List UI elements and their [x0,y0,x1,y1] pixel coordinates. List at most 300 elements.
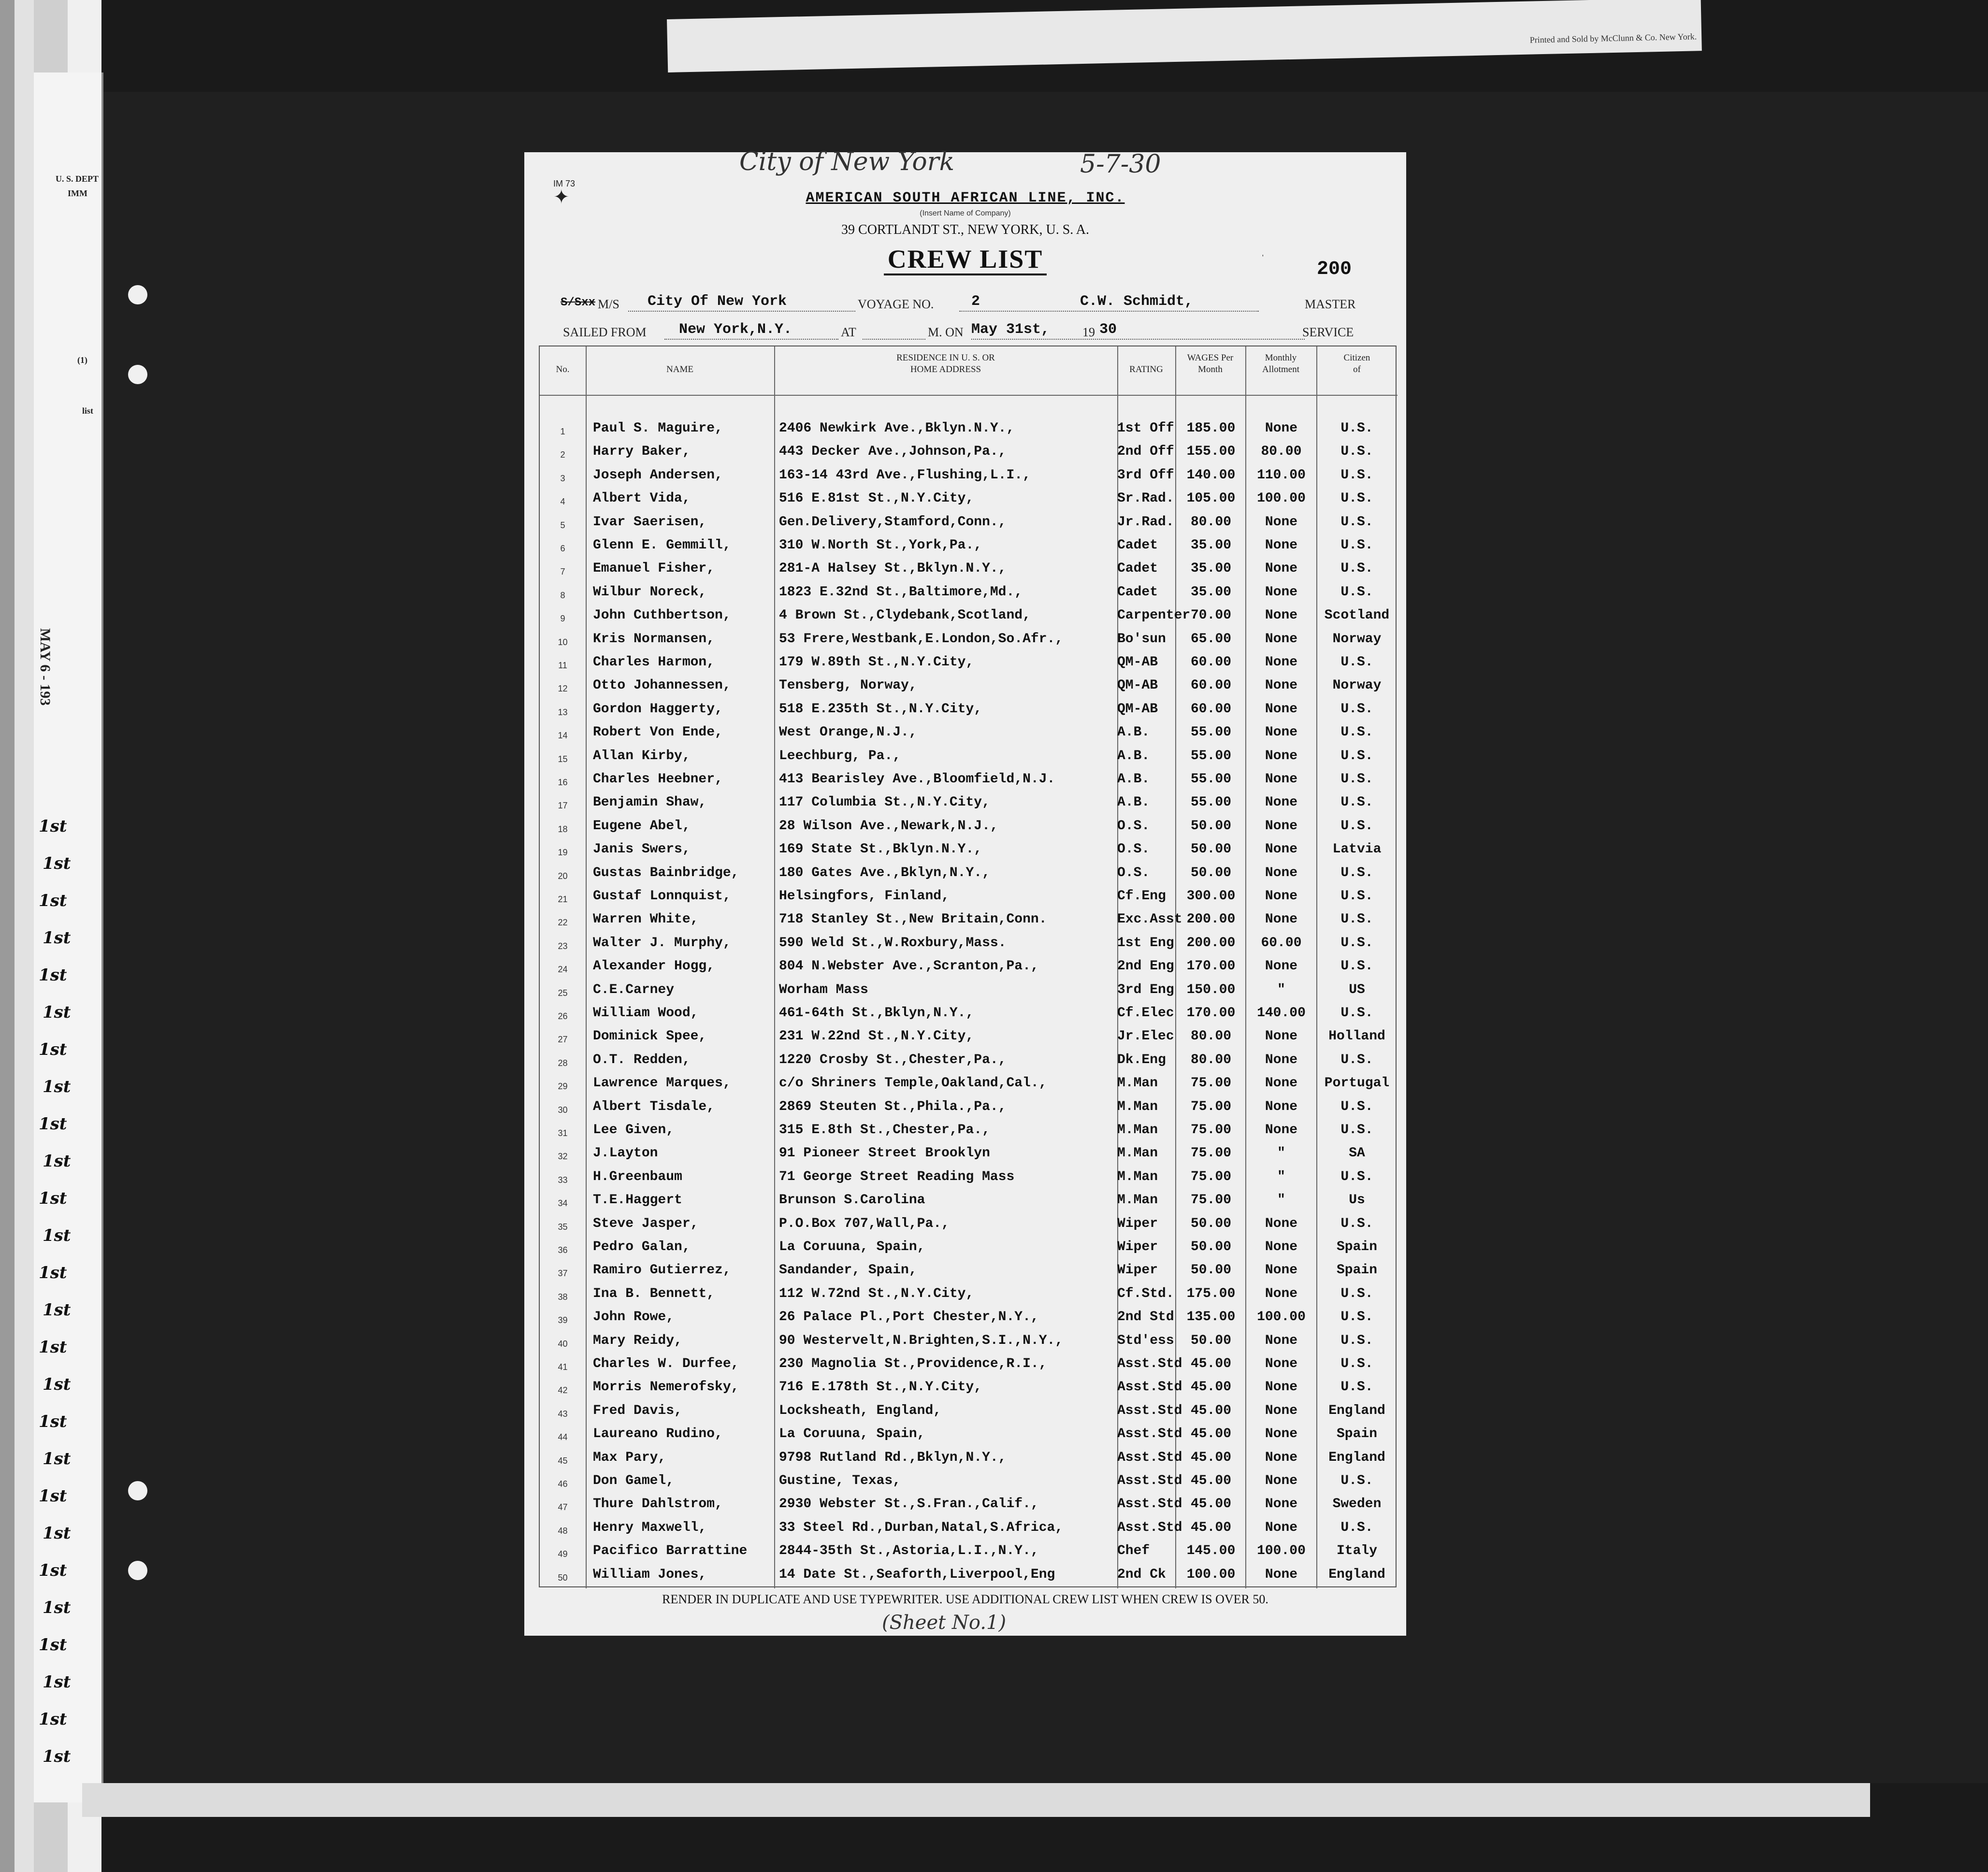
table-row [540,980,1397,1004]
crew-name: Mary Reidy, [593,1333,682,1348]
crew-allotment: None [1265,1450,1298,1465]
crew-rating: Cf.Eng [1117,889,1166,904]
crew-citizenship: U.S. [1340,444,1373,460]
crew-citizenship: U.S. [1340,1520,1373,1535]
crew-number: 21 [558,894,568,904]
side-mark: 1st [43,1152,71,1171]
crew-allotment: None [1265,538,1298,553]
crew-allotment: 100.00 [1257,491,1306,506]
crew-number: 27 [558,1035,568,1045]
crew-citizenship: U.S. [1340,912,1373,927]
table-row [540,1004,1397,1027]
crew-name: Alexander Hogg, [593,959,715,974]
table-row [540,1167,1397,1191]
crew-name: Ivar Saerisen, [593,514,707,530]
crew-number: 18 [558,824,568,834]
crew-number: 26 [558,1011,568,1021]
crew-allotment: None [1265,1497,1298,1512]
crew-allotment: None [1265,1426,1298,1442]
crew-citizenship: Scotland [1324,608,1390,623]
crew-wages: 80.00 [1190,1052,1231,1067]
crew-rating: 1st Eng [1117,935,1174,950]
crew-address: 804 N.Webster Ave.,Scranton,Pa., [779,959,1039,974]
col-header-residence: RESIDENCE IN U. S. OR HOME ADDRESS [896,353,995,374]
crew-wages: 150.00 [1186,982,1236,997]
crew-address: La Coruuna, Spain, [779,1426,925,1442]
table-row [540,1214,1397,1238]
crew-number: 6 [560,544,565,553]
crew-citizenship: U.S. [1340,1123,1373,1138]
crew-allotment: 60.00 [1261,935,1302,950]
crew-number: 13 [558,707,568,717]
crew-wages: 175.00 [1186,1286,1236,1301]
side-mark: 1st [43,854,71,873]
crew-address: Tensberg, Norway, [779,678,917,693]
title-text: CREW LIST [884,245,1047,275]
crew-rating: QM-AB [1117,655,1158,670]
crew-rating: Cadet [1117,584,1158,600]
crew-name: Henry Maxwell, [593,1520,707,1535]
crew-allotment: " [1277,982,1285,997]
crew-citizenship: Us [1349,1193,1365,1208]
crew-allotment: None [1265,1520,1298,1535]
crew-address: 26 Palace Pl.,Port Chester,N.Y., [779,1310,1039,1325]
crew-citizenship: U.S. [1340,538,1373,553]
sheet-number: 200 [1317,259,1352,280]
table-row [540,489,1397,512]
table-row [540,934,1397,957]
side-mark: 1st [39,891,67,910]
crew-name: Robert Von Ende, [593,725,723,740]
crew-wages: 60.00 [1190,701,1231,717]
side-mark: 1st [39,1040,67,1059]
crew-name: Walter J. Murphy, [593,935,731,950]
table-row [540,1051,1397,1074]
crew-rating: Asst.Std [1117,1520,1182,1535]
crew-rating: Asst.Std [1117,1473,1182,1488]
at-label: AT [841,325,856,339]
crew-citizenship: Latvia [1332,842,1382,857]
crew-table [539,346,1397,1587]
crew-wages: 55.00 [1190,748,1231,763]
crew-rating: Cf.Std. [1117,1286,1174,1301]
crew-allotment: 140.00 [1257,1006,1306,1021]
crew-citizenship: England [1328,1403,1385,1418]
col-header-allotment: Monthly Allotment [1262,353,1300,374]
crew-allotment: 80.00 [1261,444,1302,460]
handwritten-date: 5-7-30 [1080,150,1161,179]
table-row [540,1331,1397,1354]
crew-address: Gen.Delivery,Stamford,Conn., [779,514,1007,530]
crew-citizenship: U.S. [1340,514,1373,530]
table-row [540,1097,1397,1121]
sailed-year: 30 [1099,321,1117,338]
crew-allotment: None [1265,1029,1298,1044]
crew-citizenship: U.S. [1340,584,1373,600]
table-row [540,1448,1397,1471]
crew-rating: M.Man [1117,1076,1158,1091]
crew-address: 71 George Street Reading Mass [779,1169,1015,1184]
crew-citizenship: U.S. [1340,818,1373,834]
crew-number: 33 [558,1175,568,1185]
crew-rating: A.B. [1117,795,1150,810]
crew-address: 281-A Halsey St.,Bklyn.N.Y., [779,561,1007,576]
crew-wages: 50.00 [1190,842,1231,857]
crew-citizenship: U.S. [1340,655,1373,670]
sailed-on-date: May 31st, [971,321,1050,338]
table-row [540,1518,1397,1541]
crew-number: 36 [558,1245,568,1255]
crew-number: 8 [560,590,565,600]
crew-number: 42 [558,1385,568,1396]
crew-address: 315 E.8th St.,Chester,Pa., [779,1123,990,1138]
table-row [540,1541,1397,1565]
crew-name: Steve Jasper, [593,1216,699,1231]
side-mark: 1st [39,1263,67,1282]
crew-address: 1823 E.32nd St.,Baltimore,Md., [779,584,1023,600]
crew-allotment: None [1265,678,1298,693]
side-mark: 1st [39,1412,67,1431]
crew-allotment: None [1265,865,1298,880]
side-mark: 1st [43,1375,71,1394]
side-mark: 1st [39,1635,67,1655]
crew-name: Otto Johannessen, [593,678,731,693]
col-header-citizen: Citizen of [1343,353,1370,374]
crew-citizenship: England [1328,1567,1385,1582]
sailed-from-value: New York,N.Y. [679,321,792,338]
crew-citizenship: Italy [1336,1543,1377,1559]
table-row [540,1121,1397,1144]
crew-number: 28 [558,1058,568,1068]
table-row [540,419,1397,442]
crew-wages: 75.00 [1190,1076,1231,1091]
crew-wages: 45.00 [1190,1380,1231,1395]
crew-name: Albert Vida, [593,491,691,506]
crew-number: 40 [558,1339,568,1349]
crew-address: 14 Date St.,Seaforth,Liverpool,Eng [779,1567,1055,1582]
crew-name: Charles W. Durfee, [593,1356,739,1371]
table-row [540,676,1397,699]
crew-rating: Sr.Rad. [1117,491,1174,506]
crew-wages: 170.00 [1186,1006,1236,1021]
crew-address: 169 State St.,Bklyn.N.Y., [779,842,982,857]
crew-rating: Dk.Eng [1117,1052,1166,1067]
crew-address: 590 Weld St.,W.Roxbury,Mass. [779,935,1007,950]
crew-address: 91 Pioneer Street Brooklyn [779,1146,990,1161]
crew-allotment: None [1265,772,1298,787]
crew-number: 46 [558,1479,568,1489]
crew-number: 48 [558,1526,568,1536]
crew-citizenship: U.S. [1340,1333,1373,1348]
crew-citizenship: U.S. [1340,1356,1373,1371]
table-row [540,793,1397,816]
crew-number: 47 [558,1502,568,1512]
crew-name: Gordon Haggerty, [593,701,723,717]
crew-name: Thure Dahlstrom, [593,1497,723,1512]
col-header-wages: WAGES Per Month [1187,353,1234,374]
crew-number: 50 [558,1572,568,1583]
crew-wages: 75.00 [1190,1099,1231,1114]
col-header-rating: RATING [1129,364,1163,374]
crew-number: 3 [560,473,565,483]
crew-allotment: None [1265,889,1298,904]
crew-allotment: None [1265,421,1298,436]
crew-address: P.O.Box 707,Wall,Pa., [779,1216,950,1231]
table-row [540,910,1397,933]
crew-citizenship: SA [1349,1146,1365,1161]
crew-citizenship: U.S. [1340,421,1373,436]
crew-wages: 135.00 [1186,1310,1236,1325]
crew-address: 310 W.North St.,York,Pa., [779,538,982,553]
crew-citizenship: U.S. [1340,491,1373,506]
crew-allotment: None [1265,1403,1298,1418]
crew-number: 38 [558,1292,568,1302]
company-address: 39 CORTLANDT ST., NEW YORK, U. S. A. [841,222,1089,237]
table-row [540,817,1397,840]
crew-allotment: None [1265,1356,1298,1371]
crew-wages: 145.00 [1186,1543,1236,1559]
crew-address: 112 W.72nd St.,N.Y.City, [779,1286,974,1301]
table-row [540,723,1397,746]
crew-rating: O.S. [1117,842,1150,857]
crew-citizenship: US [1349,982,1365,997]
crew-name: J.Layton [593,1146,658,1161]
table-row [540,1144,1397,1167]
crew-name: Warren White, [593,912,699,927]
crew-number: 15 [558,754,568,764]
crew-allotment: None [1265,701,1298,717]
crew-citizenship: U.S. [1340,865,1373,880]
crew-citizenship: Spain [1336,1263,1377,1278]
crew-number: 41 [558,1362,568,1372]
side-mark: 1st [43,1003,71,1022]
crew-address: 716 E.178th St.,N.Y.City, [779,1380,982,1395]
side-mark: 1st [39,1114,67,1134]
crew-number: 25 [558,988,568,998]
crew-address: 53 Frere,Westbank,E.London,So.Afr., [779,631,1064,647]
crew-allotment: None [1265,561,1298,576]
crew-wages: 75.00 [1190,1169,1231,1184]
crew-name: Eugene Abel, [593,818,691,834]
crew-name: Pacifico Barrattine [593,1543,748,1559]
crew-allotment: None [1265,655,1298,670]
crew-address: 413 Bearisley Ave.,Bloomfield,N.J. [779,772,1055,787]
company-name: AMERICAN SOUTH AFRICAN LINE, INC. [806,190,1125,206]
crew-name: Wilbur Noreck, [593,584,707,600]
crew-allotment: " [1277,1193,1285,1208]
crew-address: 2869 Steuten St.,Phila.,Pa., [779,1099,1007,1114]
crew-wages: 45.00 [1190,1450,1231,1465]
crew-name: Fred Davis, [593,1403,682,1418]
crew-name: H.Greenbaum [593,1169,682,1184]
crew-address: 230 Magnolia St.,Providence,R.I., [779,1356,1047,1371]
crew-wages: 140.00 [1186,467,1236,483]
ship-name: City Of New York [648,293,787,310]
crew-allotment: None [1265,959,1298,974]
crew-number: 49 [558,1549,568,1559]
footer-instruction: RENDER IN DUPLICATE AND USE TYPEWRITER. USE ADDITIONAL CREW LIST WHEN CREW IS OVER 50. [662,1592,1268,1606]
crew-number: 24 [558,965,568,975]
crew-address: 180 Gates Ave.,Bklyn,N.Y., [779,865,990,880]
table-row [540,887,1397,910]
crew-name: Ina B. Bennett, [593,1286,715,1301]
table-row [540,559,1397,582]
table-row [540,1284,1397,1308]
crew-wages: 185.00 [1186,421,1236,436]
crew-wages: 80.00 [1190,1029,1231,1044]
crew-citizenship: U.S. [1340,889,1373,904]
crew-wages: 50.00 [1190,1216,1231,1231]
underlying-sheet-bottom [82,1783,1870,1817]
crew-address: 2844-35th St.,Astoria,L.I.,N.Y., [779,1543,1039,1559]
crew-name: Max Pary, [593,1450,666,1465]
crew-rating: Asst.Std [1117,1497,1182,1512]
crew-allotment: None [1265,1473,1298,1488]
side-mark: 1st [39,817,67,836]
sailed-from-label: SAILED FROM [563,325,647,339]
table-row [540,513,1397,536]
binder-hole [128,365,147,384]
crew-address: 163-14 43rd Ave.,Flushing,L.I., [779,467,1031,483]
crew-name: Pedro Galan, [593,1239,691,1254]
crew-allotment: None [1265,1216,1298,1231]
table-row [540,957,1397,980]
crew-wages: 170.00 [1186,959,1236,974]
side-mark: 1st [43,1300,71,1320]
side-mark: 1st [39,1338,67,1357]
crew-citizenship: U.S. [1340,725,1373,740]
crew-address: 461-64th St.,Bklyn,N.Y., [779,1006,974,1021]
master-name: C.W. Schmidt, [1080,293,1194,310]
crew-wages: 75.00 [1190,1146,1231,1161]
table-row [540,1401,1397,1425]
crew-rating: Asst.Std [1117,1380,1182,1395]
table-row [540,1495,1397,1518]
table-row [540,583,1397,606]
crew-wages: 55.00 [1190,772,1231,787]
crew-address: Locksheath, England, [779,1403,942,1418]
mon-label: M. ON [928,325,964,339]
table-row [540,1378,1397,1401]
crew-wages: 200.00 [1186,935,1236,950]
crew-address: 2406 Newkirk Ave.,Bklyn.N.Y., [779,421,1015,436]
table-row [540,1471,1397,1495]
crew-rating: Cadet [1117,561,1158,576]
side-mark: 1st [43,1226,71,1245]
crew-allotment: None [1265,631,1298,647]
side-mark: 1st [39,1189,67,1208]
crew-rating: 3rd Eng [1117,982,1174,997]
crew-allotment: None [1265,912,1298,927]
crew-address: West Orange,N.J., [779,725,917,740]
crew-allotment: None [1265,608,1298,623]
crew-citizenship: U.S. [1340,1006,1373,1021]
crew-allotment: None [1265,1263,1298,1278]
crew-rating: Cadet [1117,538,1158,553]
crew-address: 231 W.22nd St.,N.Y.City, [779,1029,974,1044]
crew-rating: QM-AB [1117,701,1158,717]
crew-name: Charles Heebner, [593,772,723,787]
crew-name: Benjamin Shaw, [593,795,707,810]
crew-name: John Rowe, [593,1310,675,1325]
crew-citizenship: Norway [1332,678,1382,693]
crew-rating: Asst.Std [1117,1403,1182,1418]
crew-name: Emanuel Fisher, [593,561,715,576]
crew-wages: 55.00 [1190,795,1231,810]
crew-citizenship: U.S. [1340,1380,1373,1395]
handwritten-ship-name: City of New York [739,147,955,176]
crew-allotment: None [1265,1239,1298,1254]
page-title [524,244,1406,274]
table-row [540,1565,1397,1588]
crew-wages: 50.00 [1190,1333,1231,1348]
crew-address: Worham Mass [779,982,868,997]
crew-allotment: None [1265,1099,1298,1114]
side-mark: 1st [39,1486,67,1506]
crew-citizenship: U.S. [1340,795,1373,810]
crew-rating: M.Man [1117,1123,1158,1138]
left-date-stamp: MAY 6 - 193 [37,628,53,706]
crew-citizenship: Spain [1336,1239,1377,1254]
crew-address: 90 Westervelt,N.Brighten,S.I.,N.Y., [779,1333,1064,1348]
crew-allotment: 100.00 [1257,1310,1306,1325]
crew-address: Brunson S.Carolina [779,1193,925,1208]
table-row [540,536,1397,559]
crew-address: 2930 Webster St.,S.Fran.,Calif., [779,1497,1039,1512]
crew-address: c/o Shriners Temple,Oakland,Cal., [779,1076,1047,1091]
crew-name: O.T. Redden, [593,1052,691,1067]
table-row [540,606,1397,629]
crew-wages: 45.00 [1190,1403,1231,1418]
crew-wages: 80.00 [1190,514,1231,530]
crew-allotment: 100.00 [1257,1543,1306,1559]
crew-wages: 35.00 [1190,584,1231,600]
crew-rating: 2nd Off [1117,444,1174,460]
crew-number: 7 [560,567,565,577]
form-number: IM 73 [553,179,576,188]
crew-address: 28 Wilson Ave.,Newark,N.J., [779,818,998,834]
crew-rating: M.Man [1117,1099,1158,1114]
crew-rating: 1st Off [1117,421,1174,436]
crew-wages: 200.00 [1186,912,1236,927]
crew-citizenship: U.S. [1340,1216,1373,1231]
crew-rating: Wiper [1117,1216,1158,1231]
crew-address: Helsingfors, Finland, [779,889,950,904]
crew-citizenship: Portugal [1324,1076,1390,1091]
left-list-label: list [82,406,94,416]
crew-citizenship: U.S. [1340,935,1373,950]
crew-rating: 2nd Eng [1117,959,1174,974]
crew-address: 117 Columbia St.,N.Y.City, [779,795,990,810]
crew-allotment: None [1265,1076,1298,1091]
crew-citizenship: U.S. [1340,1099,1373,1114]
crew-allotment: None [1265,584,1298,600]
crew-number: 30 [558,1105,568,1115]
side-mark: 1st [39,1561,67,1580]
crew-number: 10 [558,637,568,647]
crew-name: William Wood, [593,1006,699,1021]
crew-citizenship: U.S. [1340,1052,1373,1067]
crew-address: 9798 Rutland Rd.,Bklyn,N.Y., [779,1450,1007,1465]
crew-rating: Wiper [1117,1239,1158,1254]
crew-name: Paul S. Maguire, [593,421,723,436]
crew-number: 20 [558,871,568,881]
crew-address: Gustine, Texas, [779,1473,901,1488]
crew-rating: Asst.Std [1117,1450,1182,1465]
crew-rating: 2nd Ck [1117,1567,1166,1582]
crew-name: Don Gamel, [593,1473,675,1488]
crew-wages: 155.00 [1186,444,1236,460]
